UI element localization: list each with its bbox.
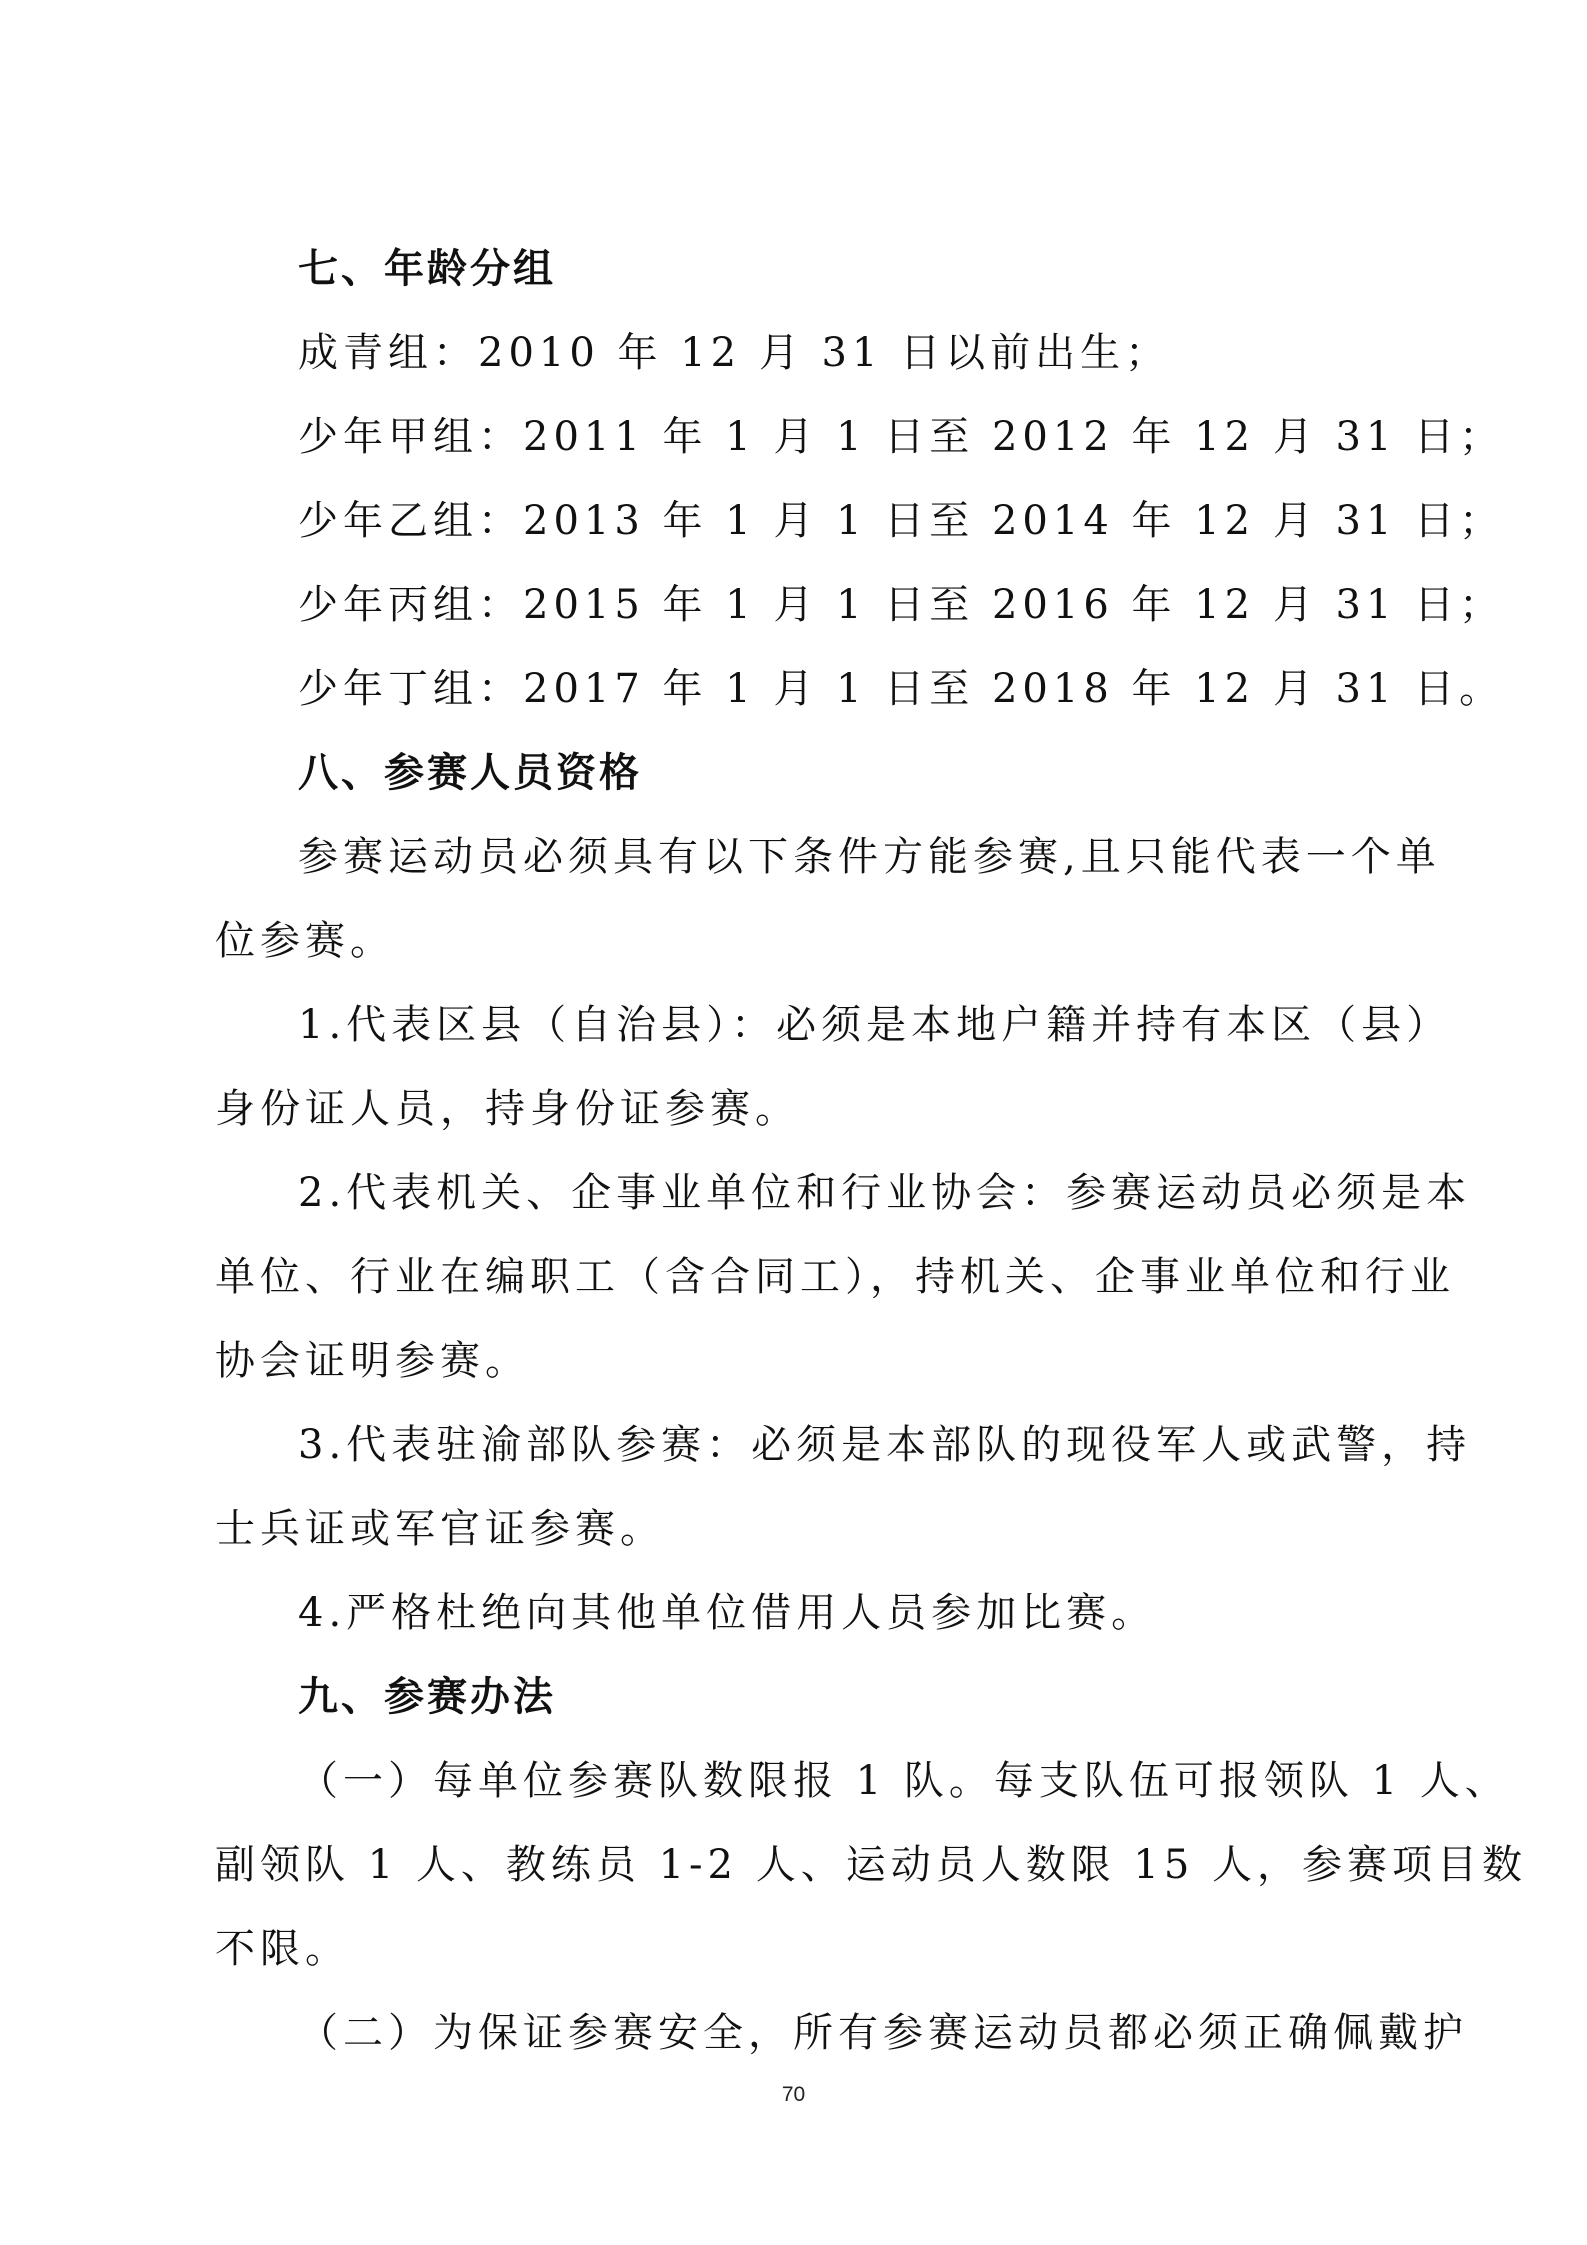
paragraph-line: 身份证人员，持身份证参赛。 bbox=[215, 1086, 800, 1132]
paragraph-line: 4.严格杜绝向其他单位借用人员参加比赛。 bbox=[298, 1590, 1157, 1636]
paragraph-line: （二）为保证参赛安全，所有参赛运动员都必须正确佩戴护 bbox=[298, 2010, 1468, 2056]
paragraph-line: （一）每单位参赛队数限报 1 队。每支队伍可报领队 1 人、 bbox=[298, 1758, 1510, 1804]
paragraph-line: 士兵证或军官证参赛。 bbox=[215, 1506, 665, 1552]
section-heading-eligibility: 八、参赛人员资格 bbox=[298, 750, 642, 796]
page-number: 70 bbox=[781, 2083, 806, 2106]
paragraph-line: 参赛运动员必须具有以下条件方能参赛,且只能代表一个单 bbox=[298, 834, 1441, 880]
paragraph-line: 少年丙组：2015 年 1 月 1 日至 2016 年 12 月 31 日； bbox=[298, 582, 1505, 628]
paragraph-line: 少年甲组：2011 年 1 月 1 日至 2012 年 12 月 31 日； bbox=[298, 414, 1505, 460]
paragraph-line: 3.代表驻渝部队参赛：必须是本部队的现役军人或武警，持 bbox=[298, 1422, 1472, 1468]
paragraph-line: 位参赛。 bbox=[215, 918, 395, 964]
paragraph-line: 单位、行业在编职工（含合同工），持机关、企事业单位和行业 bbox=[215, 1254, 1455, 1300]
section-heading-participation: 九、参赛办法 bbox=[298, 1674, 556, 1720]
paragraph-line: 1.代表区县（自治县）：必须是本地户籍并持有本区（县） bbox=[298, 1002, 1452, 1048]
paragraph-line: 副领队 1 人、教练员 1-2 人、运动员人数限 15 人，参赛项目数 bbox=[215, 1842, 1528, 1888]
paragraph-line: 2.代表机关、企事业单位和行业协会：参赛运动员必须是本 bbox=[298, 1170, 1472, 1216]
paragraph-line: 不限。 bbox=[215, 1926, 350, 1972]
section-heading-age-groups: 七、年龄分组 bbox=[298, 246, 556, 292]
paragraph-line: 协会证明参赛。 bbox=[215, 1338, 530, 1384]
paragraph-line: 成青组：2010 年 12 月 31 日以前出生； bbox=[298, 330, 1171, 376]
paragraph-line: 少年丁组：2017 年 1 月 1 日至 2018 年 12 月 31 日。 bbox=[298, 666, 1505, 712]
paragraph-line: 少年乙组：2013 年 1 月 1 日至 2014 年 12 月 31 日； bbox=[298, 498, 1505, 544]
